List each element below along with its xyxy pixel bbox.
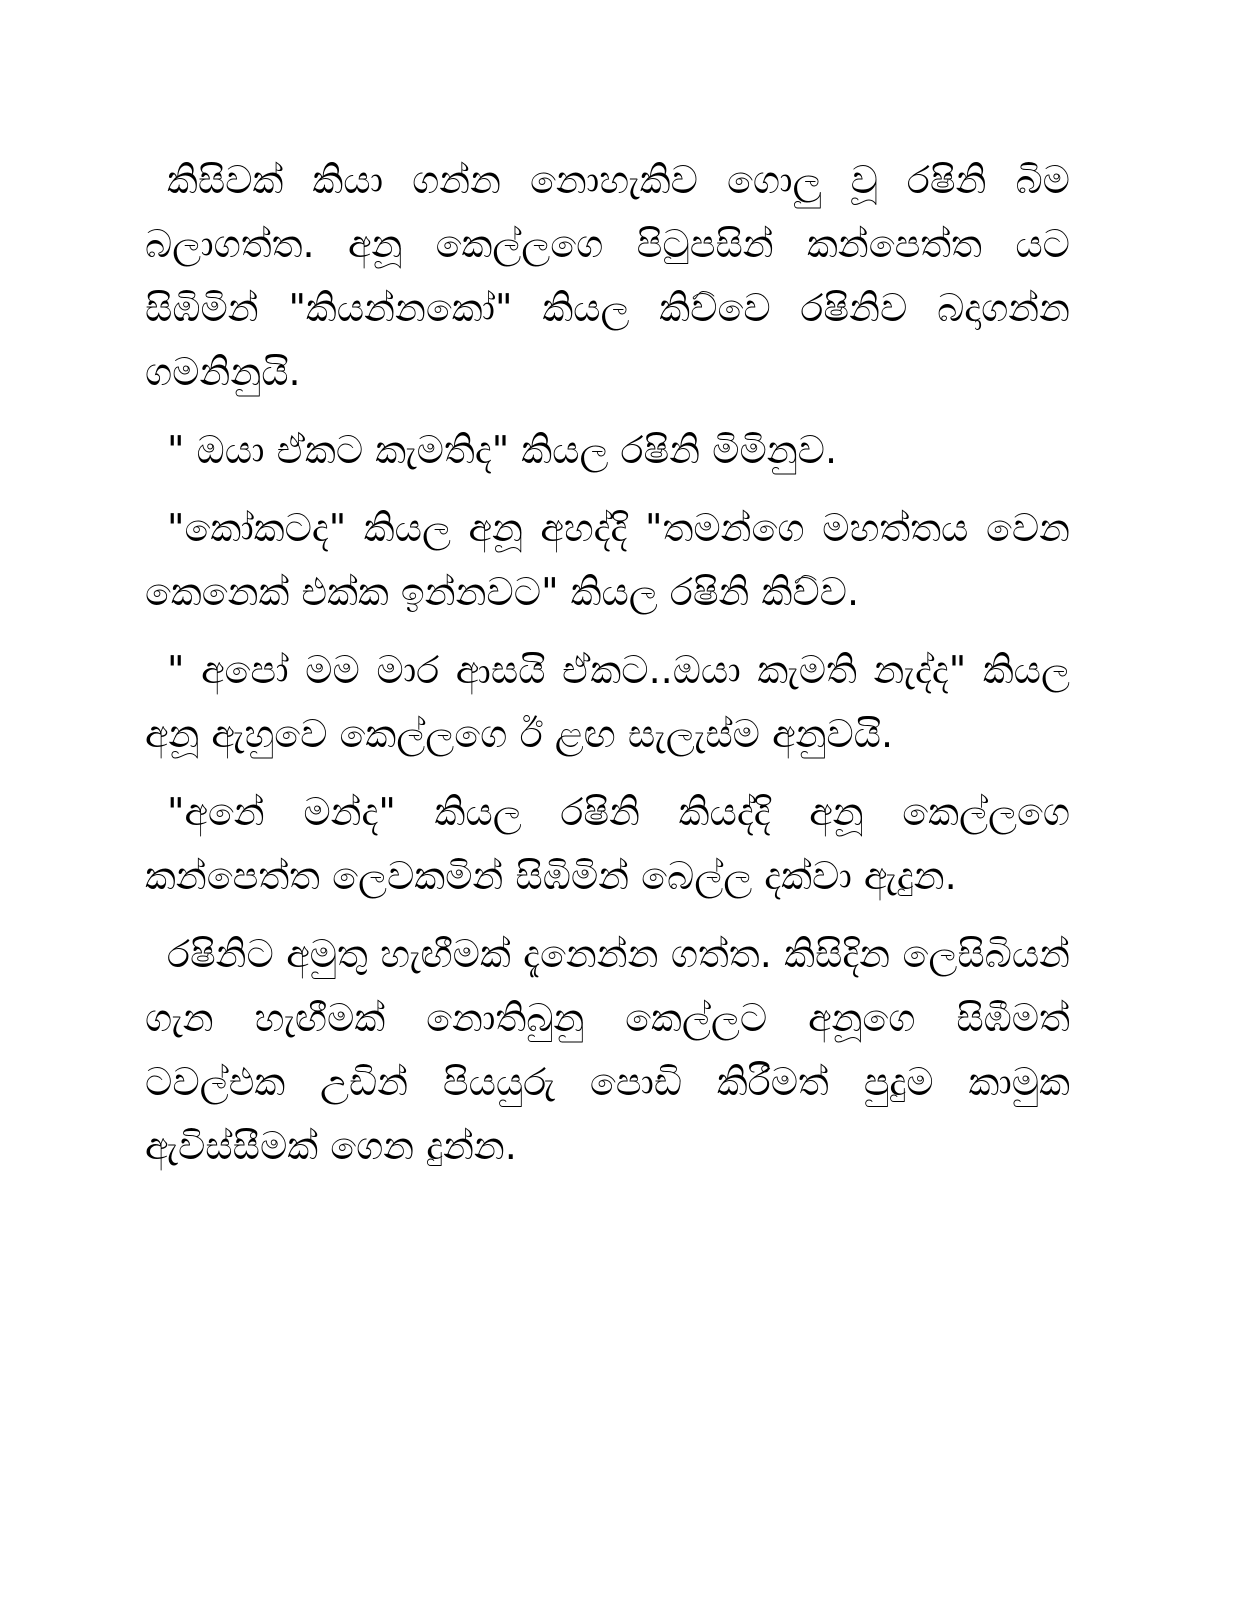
paragraph-2: " ඔයා ඒකට කැමතිද" කියල රෂිනි මිමිනුව.	[167, 428, 838, 472]
story-text	[145, 148, 1070, 1192]
paragraph-1: කිසිවක් කියා ගන්න නොහැකිව ගොලු වූ රෂිනි බිම බලාගත්ත. අනූ කෙල්ලගෙ පිටුපසින් කන්පෙත්ත යට සිඹිමින් "කියන්නකෝ" කියල කිව්වෙ රෂිනිව බදාගන්න ගමනිනුයි.	[145, 158, 1070, 394]
paragraph-4: " අපෝ මම මාර ආසයි ඒකට..ඔයා කැමති නැද්ද" කියල අනූ ඇහුවෙ කෙල්ලගෙ ඊ ළඟ සැලැස්ම අනුවයි.	[145, 648, 1070, 756]
paragraph-5: "අනේ මන්ද" කියල රෂිනි කියද්දි අනූ කෙල්ලගෙ කන්පෙත්ත ලෙවකමින් සිඹිමින් බෙල්ල දක්වා ඇදුන.	[145, 790, 1070, 898]
paragraph-3: "කෝකටද" කියල අනූ අහද්දි "තමන්ගෙ මහත්තය වෙන කෙනෙක් එක්ක ඉන්නවට" කියල රෂිනි කිව්ව.	[145, 506, 1070, 614]
paragraph-6: රෂිනිට අමුතු හැඟීමක් දැනෙන්න ගත්ත. කිසිදින ලෙසිබියන් ගැන හැඟීමක් නොතිබුනු කෙල්ලට අනූගෙ සිඹීමත් ටවල්එක උඩින් පියයුරු පොඩි කිරීමත් පුදුම කාමුක ඇවිස්සීමක් ගෙන දුන්න.	[145, 932, 1070, 1168]
